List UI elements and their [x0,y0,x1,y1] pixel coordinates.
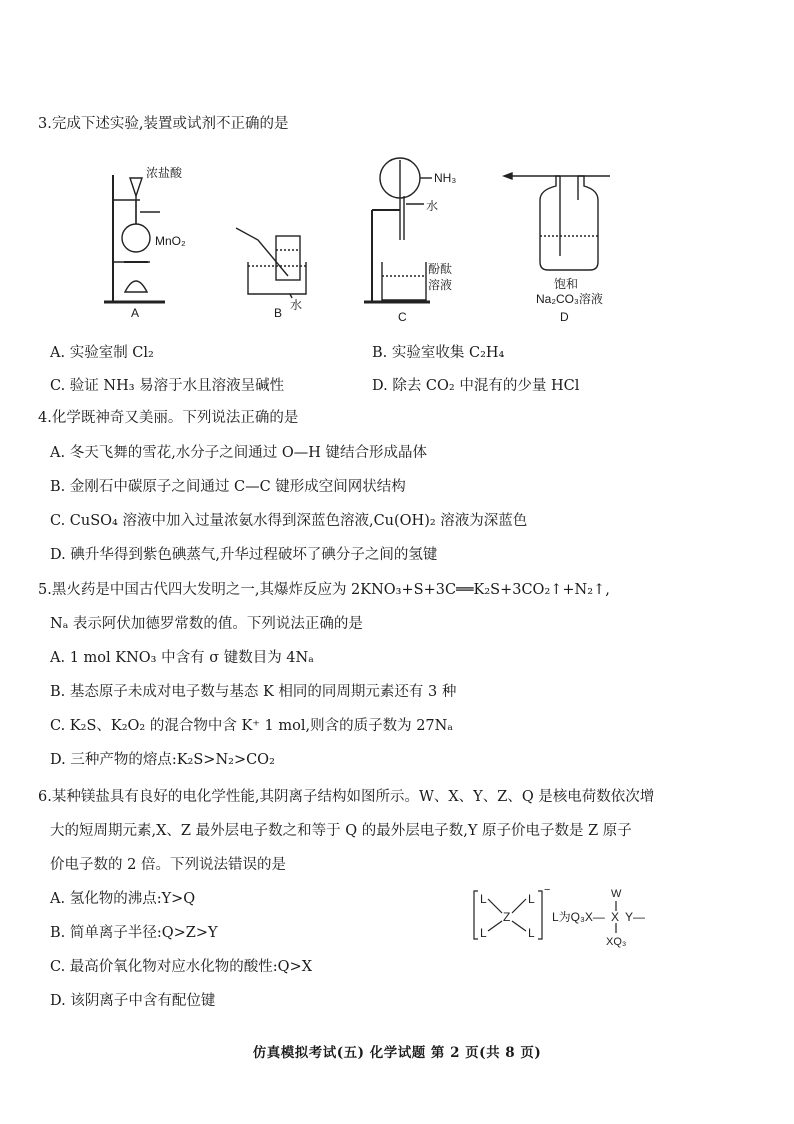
fig-d-caption: D [560,310,569,324]
q6-option-d[interactable]: D. 该阴离子中含有配位键 [50,993,216,1009]
q3-option-c[interactable]: C. 验证 NH₃ 易溶于水且溶液呈碱性 [50,378,285,394]
label-phenol: 酚酞 [428,262,453,276]
page-footer: 仿真模拟考试(五) 化学试题 第 2 页(共 8 页) [252,1045,542,1061]
q3-apparatus-figure [0,0,794,340]
q3-stem: 3.完成下述实验,装置或试剂不正确的是 [38,116,289,132]
q3-option-d[interactable]: D. 除去 CO₂ 中混有的少量 HCl [372,378,580,394]
struct-l-bl: L [480,926,487,940]
q6-option-b[interactable]: B. 简单离子半径:Q>Z>Y [50,925,218,941]
label-conc-hcl: 浓盐酸 [146,166,183,180]
label-solution: 溶液 [428,278,453,292]
q5-option-b[interactable]: B. 基态原子未成对电子数与基态 K 相同的同周期元素还有 3 种 [50,684,457,700]
q6-stem-line1: 6.某种镁盐具有良好的电化学性能,其阴离子结构如图所示。W、X、Y、Z、Q 是核电荷数依次增 [38,789,655,805]
q3-option-a[interactable]: A. 实验室制 Cl₂ [50,345,154,361]
fig-b-caption: B [274,306,283,320]
q4-option-b[interactable]: B. 金刚石中碳原子之间通过 C—C 键形成空间网状结构 [50,479,406,495]
label-na2co3: Na₂CO₃溶液 [536,292,603,306]
struct-l-def: L为Q₃X— [552,910,605,924]
q6-option-a[interactable]: A. 氢化物的沸点:Y>Q [50,891,196,907]
q4-option-d[interactable]: D. 碘升华得到紫色碘蒸气,升华过程破坏了碘分子之间的氢键 [50,547,438,563]
label-saturated: 饱和 [554,277,579,291]
struct-l-br: L [528,926,535,940]
q6-stem-line2: 大的短周期元素,X、Z 最外层电子数之和等于 Q 的最外层电子数,Y 原子价电子数是 Z 原子 [50,823,632,839]
label-mno2: MnO₂ [155,234,186,248]
anion-structure-figure [470,885,670,955]
q5-option-d[interactable]: D. 三种产物的熔点:K₂S>N₂>CO₂ [50,752,275,768]
struct-charge: − [544,885,551,896]
struct-xq3: XQ₃ [606,936,627,948]
label-nh3: NH₃ [434,171,457,185]
label-water-c: 水 [426,199,439,213]
struct-x: X [611,910,620,924]
q5-option-a[interactable]: A. 1 mol KNO₃ 中含有 σ 键数目为 4Nₐ [50,650,314,666]
struct-y: Y— [625,910,646,924]
q6-stem-line3: 价电子数的 2 倍。下列说法错误的是 [50,857,286,873]
fig-c-caption: C [398,310,407,324]
q5-option-c[interactable]: C. K₂S、K₂O₂ 的混合物中含 K⁺ 1 mol,则含的质子数为 27Nₐ [50,718,453,734]
struct-l-tl: L [480,892,487,906]
fig-a-caption: A [131,306,140,320]
label-water-b: 水 [290,298,303,312]
q5-stem-line2: Nₐ 表示阿伏加德罗常数的值。下列说法正确的是 [50,616,363,632]
struct-l-tr: L [528,892,535,906]
q4-option-a[interactable]: A. 冬天飞舞的雪花,水分子之间通过 O—H 键结合形成晶体 [50,445,428,461]
q5-stem-line1: 5.黑火药是中国古代四大发明之一,其爆炸反应为 2KNO₃+S+3C══K₂S+3CO₂↑+N₂↑, [38,582,610,598]
struct-w: W [611,888,622,900]
q6-option-c[interactable]: C. 最高价氧化物对应水化物的酸性:Q>X [50,959,313,975]
q4-stem: 4.化学既神奇又美丽。下列说法正确的是 [38,410,299,426]
q3-option-b[interactable]: B. 实验室收集 C₂H₄ [372,345,505,361]
struct-z: Z [503,910,511,924]
q4-option-c[interactable]: C. CuSO₄ 溶液中加入过量浓氨水得到深蓝色溶液,Cu(OH)₂ 溶液为深蓝色 [50,513,528,529]
